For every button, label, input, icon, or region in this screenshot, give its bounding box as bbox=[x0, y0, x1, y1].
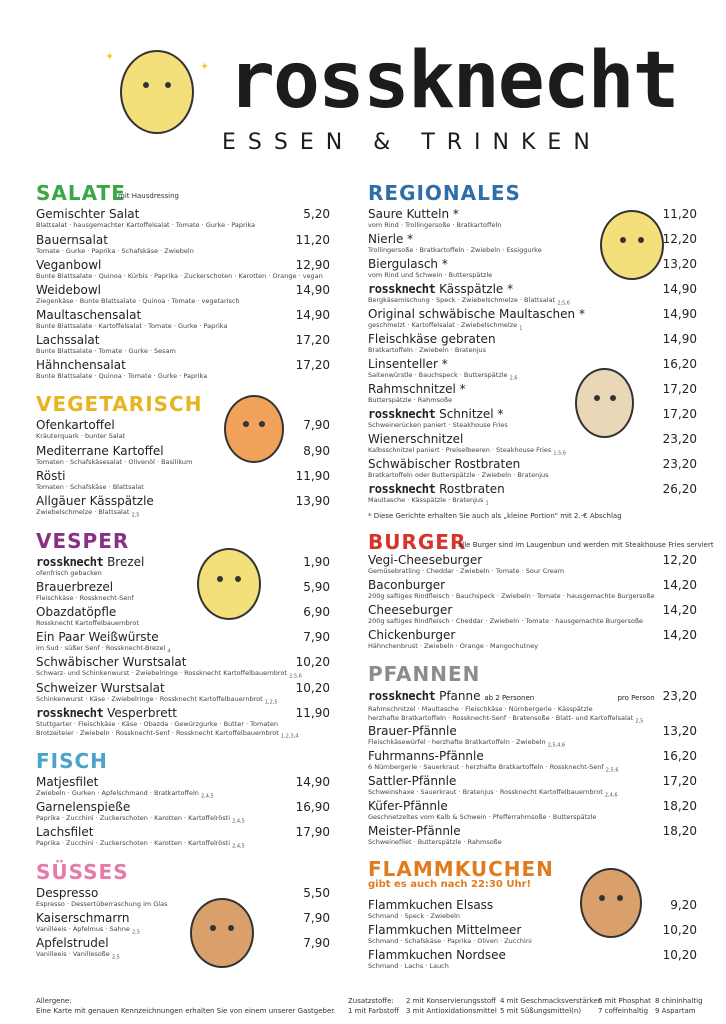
footer-zusatz-item: 8 chininhaltig bbox=[655, 997, 703, 1005]
item-price: 13,90 bbox=[295, 494, 330, 508]
menu-item bbox=[36, 655, 330, 681]
item-desc: 6 Nürnbergerle · Sauerkraut · herzhafte Bratkartoffeln · Rossknecht-Senf bbox=[368, 763, 604, 771]
item-name: Pfanne bbox=[439, 689, 481, 703]
additive-ref: 4 bbox=[167, 648, 171, 655]
menu-item bbox=[36, 233, 330, 256]
section-note-salate: mit Hausdressing bbox=[118, 192, 179, 200]
item-desc: Ziegenkäse · Bunte Blattsalate · Quinoa · Tomate · vegetarisch bbox=[36, 297, 240, 305]
item-price: 14,90 bbox=[295, 775, 330, 789]
brand-logo: rossknecht bbox=[228, 36, 678, 126]
menu-item bbox=[368, 307, 697, 333]
menu-item bbox=[368, 923, 697, 946]
item-desc: Tomate · Gurke · Paprika · Schafskäse · Zwiebeln bbox=[36, 247, 194, 255]
item-price: 6,90 bbox=[303, 605, 330, 619]
item-name: Linsenteller * bbox=[368, 357, 448, 371]
item-desc-line bbox=[36, 669, 330, 681]
item-name: Garnelenspieße bbox=[36, 800, 131, 814]
menu-item bbox=[36, 494, 330, 520]
item-price: 26,20 bbox=[662, 482, 697, 496]
menu-item bbox=[368, 457, 697, 480]
item-desc: Kräuterquark · bunter Salat bbox=[36, 432, 126, 440]
item-name-line bbox=[368, 282, 697, 296]
additive-ref: 1,2,5 bbox=[264, 699, 278, 706]
item-desc: Fleischkäse · Rossknecht-Senf bbox=[36, 594, 134, 602]
item-price: 7,90 bbox=[303, 911, 330, 925]
menu-item bbox=[368, 824, 697, 847]
additive-ref: 1 bbox=[519, 325, 523, 332]
item-name: Hähnchensalat bbox=[36, 358, 126, 372]
item-desc: Saitenwürstle · Bauchspeck · Butterspätzle bbox=[368, 371, 508, 379]
additive-ref: 2,5 bbox=[131, 929, 140, 936]
item-name: Maultaschensalat bbox=[36, 308, 142, 322]
item-desc: Bunte Blattsalate · Quinoa · Kürbis · Paprika · Zuckerschoten · Karotten · Orange · vegan bbox=[36, 272, 323, 280]
menu-item bbox=[368, 257, 697, 280]
section-title-burger: BURGER bbox=[368, 530, 467, 554]
menu-item bbox=[368, 553, 697, 576]
item-desc: Bergkäsemischung · Speck · Zwiebelschmelze · Blattsalat bbox=[368, 296, 556, 304]
item-price: 23,20 bbox=[662, 457, 697, 471]
menu-item bbox=[368, 382, 697, 405]
footer-zusatz-item: 7 coffeinhaltig bbox=[598, 1007, 649, 1015]
item-name: Lachsfilet bbox=[36, 825, 94, 839]
additive-ref: 1 bbox=[485, 500, 489, 507]
menu-item bbox=[36, 283, 330, 306]
item-price: 5,20 bbox=[303, 207, 330, 221]
item-name: Meister-Pfännle bbox=[368, 824, 461, 838]
item-price: 14,90 bbox=[662, 282, 697, 296]
item-name: Weidebowl bbox=[36, 283, 101, 297]
footer-zusatz-item: 5 mit Süßungsmittel(n) bbox=[500, 1007, 582, 1015]
item-name: Rostbraten bbox=[439, 482, 505, 496]
brand-wordmark: rossknecht bbox=[36, 706, 104, 720]
item-name: Biergulasch * bbox=[368, 257, 448, 271]
menu-item bbox=[36, 358, 330, 381]
section-title-vegetarisch: VEGETARISCH bbox=[36, 392, 203, 416]
item-desc: geschmelzt · Kartoffelsalat · Zwiebelschmelze bbox=[368, 321, 518, 329]
item-name: Brezel bbox=[107, 555, 145, 569]
menu-item bbox=[368, 948, 697, 971]
menu-item bbox=[36, 706, 330, 741]
item-desc: 200g saftiges Rindfleisch · Cheddar · Zwiebeln · Tomate · hausgemachte Burgersoße bbox=[368, 617, 644, 625]
section-title-salate: SALATE bbox=[36, 181, 126, 205]
item-desc: Tomaten · Schafskäse · Blattsalat bbox=[36, 483, 144, 491]
item-name: Lachssalat bbox=[36, 333, 100, 347]
brand-wordmark: rossknecht bbox=[368, 407, 436, 421]
section-title-suesses: SÜSSES bbox=[36, 860, 129, 884]
item-price: 16,20 bbox=[662, 749, 697, 763]
menu-item bbox=[368, 332, 697, 355]
item-desc: Paprika · Zucchini · Zuckerschoten · Karotten · Kartoffelrösti bbox=[36, 814, 231, 822]
item-name: Mediterrane Kartoffel bbox=[36, 444, 164, 458]
item-price: 7,90 bbox=[303, 936, 330, 950]
additive-ref: 2,5,4,6 bbox=[547, 742, 566, 749]
menu-item bbox=[368, 724, 697, 750]
menu-item bbox=[36, 308, 330, 331]
item-name: Nierle * bbox=[368, 232, 414, 246]
item-price: 16,20 bbox=[662, 357, 697, 371]
item-desc: Rahmschnitzel · Maultasche · Fleischkäse · Nürnbergerle · Kässpätzle bbox=[368, 705, 593, 713]
item-name: Gemischter Salat bbox=[36, 207, 140, 221]
item-desc: vom Rind · Trollingersoße · Bratkartoffeln bbox=[368, 221, 502, 229]
item-price: 14,90 bbox=[662, 332, 697, 346]
menu-item bbox=[36, 825, 330, 851]
item-name: Kaiserschmarrn bbox=[36, 911, 130, 925]
item-desc: Bunte Blattsalate · Tomate · Gurke · Sesam bbox=[36, 347, 176, 355]
menu-item bbox=[36, 555, 330, 578]
item-price: 17,90 bbox=[295, 825, 330, 839]
menu-item bbox=[36, 800, 330, 826]
item-name-line bbox=[36, 555, 330, 569]
item-name: Rösti bbox=[36, 469, 66, 483]
item-name: Brauerbrezel bbox=[36, 580, 114, 594]
menu-item bbox=[368, 578, 697, 601]
item-name: Wienerschnitzel bbox=[368, 432, 464, 446]
item-price: 13,20 bbox=[662, 257, 697, 271]
menu-item bbox=[36, 630, 330, 656]
item-price: 13,20 bbox=[662, 724, 697, 738]
item-price: 17,20 bbox=[662, 407, 697, 421]
item-price: 17,20 bbox=[662, 382, 697, 396]
item-desc: Tomaten · Schafskäsesalat · Olivenöl · Basilikum bbox=[36, 458, 193, 466]
menu-item bbox=[368, 207, 697, 230]
item-name: Veganbowl bbox=[36, 258, 102, 272]
additive-ref: 2,5 bbox=[131, 512, 140, 519]
item-name: Kässpätzle * bbox=[439, 282, 514, 296]
footer-zusatz-item: 1 mit Farbstoff bbox=[348, 1007, 399, 1015]
section-title-vesper: VESPER bbox=[36, 529, 130, 553]
item-name: Baconburger bbox=[368, 578, 446, 592]
item-price: 11,90 bbox=[295, 469, 330, 483]
item-price: 11,90 bbox=[295, 706, 330, 720]
item-price: 5,90 bbox=[303, 580, 330, 594]
additive-ref: 2,5 bbox=[111, 954, 120, 961]
brand-wordmark: rossknecht bbox=[368, 282, 436, 296]
item-price: 9,20 bbox=[670, 898, 697, 912]
brand-wordmark: rossknecht bbox=[368, 482, 436, 496]
footer-allergene-text: Eine Karte mit genauen Kennzeichnungen erhalten Sie von einem unserer Gastgeber. bbox=[36, 1007, 336, 1015]
menu-item bbox=[36, 681, 330, 707]
menu-item bbox=[368, 282, 697, 308]
item-desc: im Sud · süßer Senf · Rossknecht-Brezel bbox=[36, 644, 166, 652]
item-desc: Vanilleeis · Apfelmus · Sahne bbox=[36, 925, 130, 933]
item-name: Ein Paar Weißwürste bbox=[36, 630, 159, 644]
item-desc-line bbox=[36, 839, 330, 851]
item-name: Cheeseburger bbox=[368, 603, 453, 617]
item-price: 14,20 bbox=[662, 628, 697, 642]
item-price: 14,20 bbox=[662, 603, 697, 617]
menu-item bbox=[368, 774, 697, 800]
additive-ref: 2,4,5 bbox=[232, 843, 245, 850]
footer-zusatz-item: 6 mit Phosphat bbox=[598, 997, 651, 1005]
item-price: 12,20 bbox=[662, 232, 697, 246]
item-name: Schnitzel * bbox=[439, 407, 504, 421]
footer-allergene-label: Allergene: bbox=[36, 997, 72, 1005]
item-price: 14,90 bbox=[295, 283, 330, 297]
item-desc: Schmand · Lachs · Lauch bbox=[368, 962, 449, 970]
item-desc-line bbox=[36, 729, 330, 741]
item-desc: Zwiebeln · Gurken · Apfelschmand · Bratkartoffeln bbox=[36, 789, 199, 797]
additive-ref: 2,4,5 bbox=[200, 793, 214, 800]
section-title-regionales: REGIONALES bbox=[368, 181, 521, 205]
item-desc: Geschnetzeltes vom Kalb & Schwein · Pfefferrahmsoße · Butterspätzle bbox=[368, 813, 597, 821]
item-price: 12,20 bbox=[662, 553, 697, 567]
item-price: 11,20 bbox=[662, 207, 697, 221]
additive-ref: 2,5,6 bbox=[289, 673, 302, 680]
menu-item bbox=[36, 911, 330, 937]
menu-item bbox=[368, 898, 697, 921]
item-price: 8,90 bbox=[303, 444, 330, 458]
menu-item bbox=[368, 432, 697, 458]
menu-item bbox=[368, 357, 697, 383]
item-name: Obazdatöpfle bbox=[36, 605, 117, 619]
item-desc-line bbox=[36, 950, 330, 962]
regionales-footnote: * Diese Gerichte erhalten Sie auch als „kleine Portion" mit 2.-€ Abschlag bbox=[368, 512, 622, 520]
footer-zusatz-item: 9 Aspartam bbox=[655, 1007, 696, 1015]
item-name: Matjesfilet bbox=[36, 775, 99, 789]
item-desc: 200g saftiges Rindfleisch · Bauchspeck · Zwiebeln · Tomate · hausgemachte Burgersoße bbox=[368, 592, 655, 600]
item-desc-line bbox=[36, 508, 330, 520]
menu-item bbox=[368, 407, 697, 430]
item-price: 12,90 bbox=[295, 258, 330, 272]
footer-zusatz-item: 3 mit Antioxidationsmittel bbox=[406, 1007, 497, 1015]
item-name: Vesperbrett bbox=[107, 706, 178, 720]
brand-wordmark: rossknecht bbox=[36, 555, 104, 569]
additive-ref: 2,4,6 bbox=[604, 792, 618, 799]
item-price-line bbox=[617, 689, 697, 705]
menu-item bbox=[36, 936, 330, 962]
item-desc: Schweinefilet · Butterspätzle · Rahmsoße bbox=[368, 838, 502, 846]
section-title-flammkuchen: FLAMMKUCHEN bbox=[368, 857, 554, 881]
footer-zusatz-label: Zusatzstoffe: bbox=[348, 997, 394, 1005]
item-desc: Espresso · Dessertüberraschung im Glas bbox=[36, 900, 168, 908]
item-desc: Bunte Blattsalate · Quinoa · Tomate · Gurke · Paprika bbox=[36, 372, 208, 380]
menu-item bbox=[36, 418, 330, 441]
item-name: Allgäuer Kässpätzle bbox=[36, 494, 154, 508]
item-name-extra: ab 2 Personen bbox=[484, 694, 535, 702]
footer-zusatz-item: 4 mit Geschmacksverstärker bbox=[500, 997, 601, 1005]
item-desc: Schweinshaxe · Sauerkraut · Bratenjus · Rossknecht Kartoffelbauernbrot bbox=[368, 788, 603, 796]
flammkuchen-subtitle: gibt es auch nach 22:30 Uhr! bbox=[368, 879, 532, 890]
item-desc: Blattsalat · hausgemachter Kartoffelsalat · Tomate · Gurke · Paprika bbox=[36, 221, 256, 229]
item-name: Flammkuchen Elsass bbox=[368, 898, 494, 912]
item-name: Despresso bbox=[36, 886, 99, 900]
item-desc: Trollingersoße · Bratkartoffeln · Zwiebeln · Essiggurke bbox=[368, 246, 542, 254]
item-desc: ofenfrisch gebacken bbox=[36, 569, 102, 577]
item-price: 1,90 bbox=[303, 555, 330, 569]
mascot-header-illustration bbox=[120, 50, 194, 134]
menu-item bbox=[36, 886, 330, 909]
menu-item bbox=[368, 749, 697, 775]
menu-item bbox=[36, 444, 330, 467]
item-desc: Schmand · Schafskäse · Paprika · Oliven · Zucchini bbox=[368, 937, 532, 945]
item-desc: Bratkartoffeln · Zwiebeln · Bratenjus bbox=[368, 346, 487, 354]
item-desc: Zwiebelschmelze · Blattsalat bbox=[36, 508, 130, 516]
additive-ref: 1,2,3,4 bbox=[280, 733, 299, 740]
item-price: 7,90 bbox=[303, 418, 330, 432]
item-desc: Vanilleeis · Vanillesoße bbox=[36, 950, 110, 958]
additive-ref: 2,5 bbox=[635, 718, 644, 725]
item-desc: Kalbsschnitzel paniert · Preiselbeeren · Steakhouse Fries bbox=[368, 446, 552, 454]
item-desc: Maultasche · Kässpätzle · Bratenjus bbox=[368, 496, 484, 504]
menu-item bbox=[368, 603, 697, 626]
item-desc-2: herzhafte Bratkartoffeln · Rossknecht-Senf · Bratensoße · Blatt- und Kartoffelsalat bbox=[368, 714, 634, 722]
item-name: Ofenkartoffel bbox=[36, 418, 115, 432]
item-desc-line bbox=[368, 496, 697, 508]
item-price: 10,20 bbox=[662, 948, 697, 962]
item-price: 18,20 bbox=[662, 799, 697, 813]
item-name-line bbox=[368, 482, 697, 496]
section-title-fisch: FISCH bbox=[36, 749, 108, 773]
item-name: Saure Kutteln * bbox=[368, 207, 459, 221]
item-name: Chickenburger bbox=[368, 628, 456, 642]
item-name: Fuhrmanns-Pfännle bbox=[368, 749, 484, 763]
menu-item bbox=[36, 207, 330, 230]
item-desc: Schwarz- und Schinkenwurst · Zwiebelringe · Rossknecht Kartoffelbauernbrot bbox=[36, 669, 287, 677]
brand-wordmark: rossknecht bbox=[368, 689, 436, 703]
item-name: Fleischkäse gebraten bbox=[368, 332, 496, 346]
item-price: 14,90 bbox=[662, 307, 697, 321]
item-name: Sattler-Pfännle bbox=[368, 774, 457, 788]
item-name-line bbox=[368, 407, 697, 421]
menu-item bbox=[368, 799, 697, 822]
item-desc: Hähnchenbrust · Zwiebeln · Orange · Mangochutney bbox=[368, 642, 539, 650]
item-price: 5,50 bbox=[303, 886, 330, 900]
menu-item bbox=[36, 469, 330, 492]
additive-ref: 1,5,6 bbox=[553, 450, 567, 457]
item-name: Vegi-Cheeseburger bbox=[368, 553, 483, 567]
item-name: Bauernsalat bbox=[36, 233, 108, 247]
item-desc: vom Rind und Schwein · Butterspätzle bbox=[368, 271, 493, 279]
item-price: 11,20 bbox=[295, 233, 330, 247]
item-price: 14,90 bbox=[295, 308, 330, 322]
menu-item bbox=[36, 333, 330, 356]
item-name: Flammkuchen Nordsee bbox=[368, 948, 506, 962]
additive-ref: 2,4,5 bbox=[232, 818, 245, 825]
item-name: Schwäbischer Rostbraten bbox=[368, 457, 521, 471]
item-price: 17,20 bbox=[662, 774, 697, 788]
item-price: 23,20 bbox=[662, 432, 697, 446]
additive-ref: 2,5,6 bbox=[605, 767, 619, 774]
section-note-burger: alle Burger sind im Laugenbun und werden mit Steakhouse Fries serviert bbox=[458, 541, 714, 549]
sparkle-icon: ✦ bbox=[200, 60, 210, 73]
item-price: 16,90 bbox=[295, 800, 330, 814]
additive-ref: 2,6 bbox=[509, 375, 518, 382]
item-desc-2: Brotzeiteier · Zwiebeln · Rossknecht-Senf · Rossknecht Kartoffelbauernbrot bbox=[36, 729, 279, 737]
menu-item bbox=[368, 689, 697, 726]
item-name: Schweizer Wurstsalat bbox=[36, 681, 165, 695]
menu-item bbox=[36, 258, 330, 281]
menu-item bbox=[368, 628, 697, 651]
item-desc: Schinkenwurst · Käse · Zwiebelringe · Rossknecht Kartoffelbauernbrot bbox=[36, 695, 263, 703]
item-desc: Butterspätzle · Rahmsoße bbox=[368, 396, 453, 404]
item-name-line bbox=[36, 706, 330, 720]
item-name: Brauer-Pfännle bbox=[368, 724, 457, 738]
item-price: 10,20 bbox=[295, 655, 330, 669]
item-desc: Rossknecht Kartoffelbauernbrot bbox=[36, 619, 139, 627]
item-price: 10,20 bbox=[295, 681, 330, 695]
item-price: 17,20 bbox=[295, 333, 330, 347]
item-desc: Schweinerücken paniert · Steakhouse Fries bbox=[368, 421, 508, 429]
item-name: Schwäbischer Wurstsalat bbox=[36, 655, 187, 669]
item-desc: Paprika · Zucchini · Zuckerschoten · Karotten · Kartoffelrösti bbox=[36, 839, 231, 847]
item-price-label: pro Person bbox=[617, 694, 655, 702]
item-desc: Bratkartoffeln oder Butterspätzle · Zwiebeln · Bratenjus bbox=[368, 471, 549, 479]
item-price: 17,20 bbox=[295, 358, 330, 372]
brand-tagline: ESSEN & TRINKEN bbox=[222, 130, 602, 155]
menu-item bbox=[368, 232, 697, 255]
item-desc: Stuttgarter · Fleischkäse · Käse · Obazda · Gewürzgurke · Butter · Tomaten bbox=[36, 720, 278, 728]
item-name: Apfelstrudel bbox=[36, 936, 109, 950]
item-price: 14,20 bbox=[662, 578, 697, 592]
item-name: Küfer-Pfännle bbox=[368, 799, 448, 813]
item-desc: Gemüsebratling · Cheddar · Zwiebeln · Tomate · Sour Cream bbox=[368, 567, 565, 575]
menu-item bbox=[36, 775, 330, 801]
footer-zusatz-item: 2 mit Konservierungsstoff bbox=[406, 997, 496, 1005]
item-name: Flammkuchen Mittelmeer bbox=[368, 923, 522, 937]
item-name: Rahmschnitzel * bbox=[368, 382, 466, 396]
item-desc: Bunte Blattsalate · Kartoffelsalat · Tomate · Gurke · Paprika bbox=[36, 322, 228, 330]
section-title-pfannen: PFANNEN bbox=[368, 662, 481, 686]
menu-item bbox=[36, 605, 330, 628]
item-price: 10,20 bbox=[662, 923, 697, 937]
item-desc: Schmand · Speck · Zwiebeln bbox=[368, 912, 460, 920]
item-desc: Fleischkäsewürfel · herzhafte Bratkartoffeln · Zwiebeln bbox=[368, 738, 546, 746]
sparkle-icon: ✦ bbox=[105, 50, 115, 63]
item-name: Original schwäbische Maultaschen * bbox=[368, 307, 585, 321]
item-price: 18,20 bbox=[662, 824, 697, 838]
menu-item bbox=[368, 482, 697, 508]
menu-item bbox=[36, 580, 330, 603]
item-price: 7,90 bbox=[303, 630, 330, 644]
additive-ref: 2,5,6 bbox=[557, 300, 570, 307]
item-price: 23,20 bbox=[662, 689, 697, 703]
